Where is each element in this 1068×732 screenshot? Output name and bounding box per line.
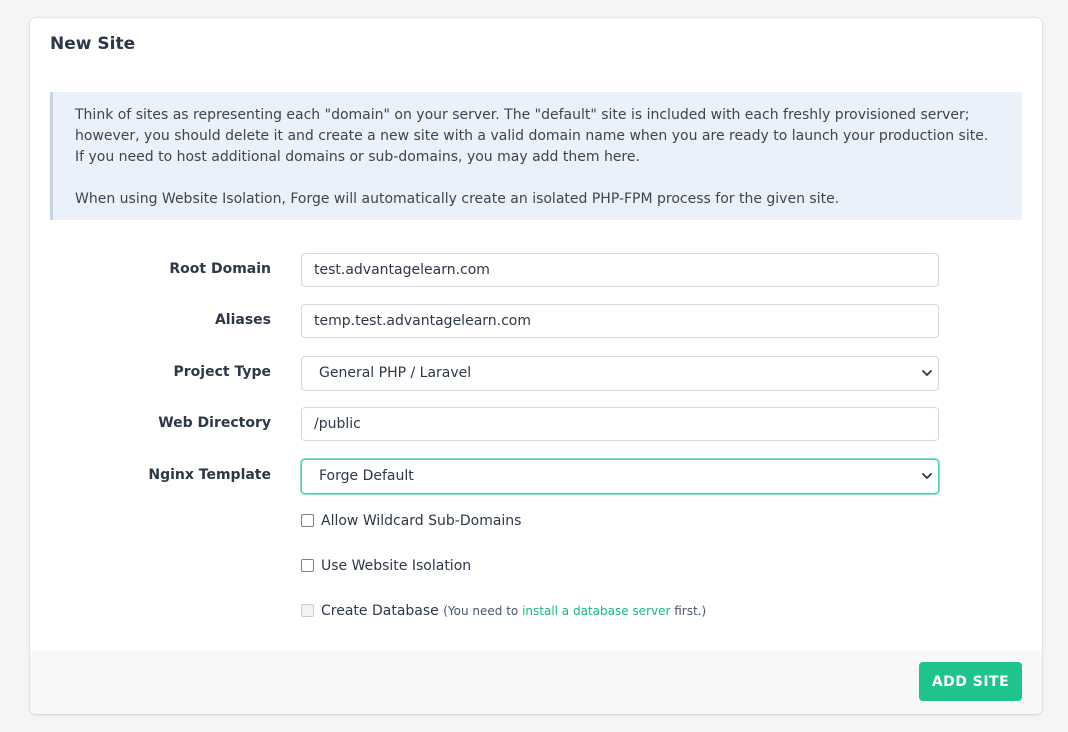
install-database-link[interactable]: install a database server xyxy=(522,604,671,618)
aliases-label: Aliases xyxy=(214,312,271,328)
aliases-input[interactable] xyxy=(301,304,939,338)
create-database-note xyxy=(443,604,706,618)
note-prefix: (You need to xyxy=(443,604,523,618)
root-domain-row xyxy=(30,253,1042,287)
nginx-template-label: Nginx Template xyxy=(148,467,271,483)
add-site-button[interactable]: ADD SITE xyxy=(919,662,1022,701)
card-footer xyxy=(30,650,1042,714)
wildcard-checkbox[interactable] xyxy=(301,514,314,527)
root-domain-label: Root Domain xyxy=(169,261,271,277)
info-paragraph-isolation: When using Website Isolation, Forge will automatically create an isolated PHP-FPM process for the given site. xyxy=(75,191,840,207)
nginx-template-row xyxy=(30,459,1042,493)
project-type-selected: General PHP / Laravel xyxy=(319,365,472,381)
chevron-down-icon xyxy=(922,471,932,481)
info-paragraph-sites: Think of sites as representing each "domain" on your server. The "default" site is included with each freshly provisioned server; however, you should delete it and create a new site with a valid domain name when you are ready to launch your production site. If you need to host additional domains or sub-domains, you may add them here. xyxy=(75,107,989,165)
project-type-label: Project Type xyxy=(173,364,271,380)
create-database-text xyxy=(321,601,706,621)
new-site-card xyxy=(30,18,1042,714)
wildcard-label[interactable]: Allow Wildcard Sub-Domains xyxy=(321,513,522,529)
create-database-checkbox xyxy=(301,604,314,617)
project-type-row xyxy=(30,356,1042,390)
info-box xyxy=(50,92,1022,220)
create-database-label: Create Database xyxy=(321,603,439,619)
isolation-checkbox[interactable] xyxy=(301,559,314,572)
web-directory-label: Web Directory xyxy=(158,415,271,431)
card-title: New Site xyxy=(50,34,136,54)
web-directory-input[interactable] xyxy=(301,407,939,441)
isolation-label[interactable]: Use Website Isolation xyxy=(321,558,472,574)
aliases-row xyxy=(30,304,1042,338)
nginx-template-selected: Forge Default xyxy=(319,468,414,484)
note-suffix: first.) xyxy=(670,604,707,618)
project-type-select[interactable] xyxy=(301,356,939,391)
nginx-template-select[interactable] xyxy=(301,459,939,494)
web-directory-row xyxy=(30,407,1042,441)
chevron-down-icon xyxy=(922,368,932,378)
root-domain-input[interactable] xyxy=(301,253,939,287)
